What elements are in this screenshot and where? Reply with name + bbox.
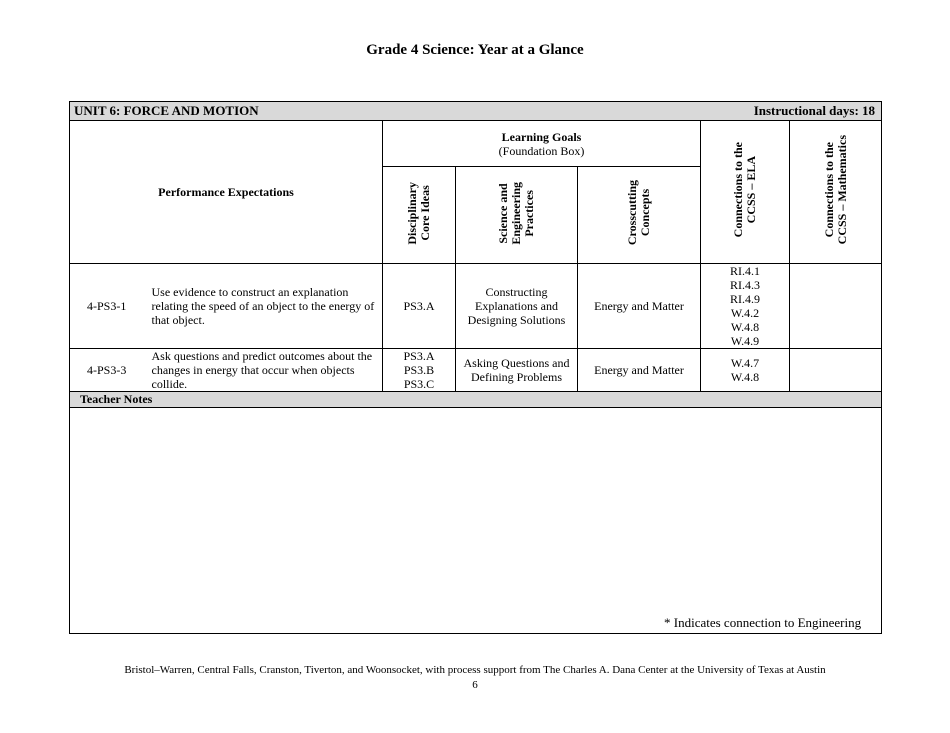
crosscutting-cell: Energy and Matter (578, 349, 701, 392)
unit-header-row (70, 102, 882, 121)
ela-header: Connections to the CCSS – ELA (701, 121, 790, 264)
learning-goals-header (383, 121, 701, 167)
unit-table (69, 101, 882, 634)
unit-title: UNIT 6: FORCE AND MOTION (74, 103, 259, 118)
pe-description: Use evidence to construct an explanation relating the speed of an object to the energy of that object. (145, 264, 383, 349)
learning-goals-subtitle: (Foundation Box) (498, 143, 585, 158)
page-title: Grade 4 Science: Year at a Glance (366, 42, 584, 58)
page-footer (0, 663, 950, 693)
pe-code: 4-PS3-3 (70, 349, 145, 392)
dci-cell: PS3.A PS3.B PS3.C (383, 349, 456, 392)
sep-header: Science and Engineering Practices (456, 167, 578, 264)
pe-code: 4-PS3-1 (70, 264, 145, 349)
math-cell (790, 349, 882, 392)
footer-credit: Bristol–Warren, Central Falls, Cranston, Tiverton, and Woonsocket, with process support from The Charles A. Dana Center at the University of Texas at Austin (124, 664, 826, 676)
ela-cell: W.4.7 W.4.8 (701, 349, 790, 392)
teacher-notes-header: Teacher Notes (70, 392, 882, 408)
crosscutting-header: Crosscutting Concepts (578, 167, 701, 264)
crosscutting-cell: Energy and Matter (578, 264, 701, 349)
ela-cell: RI.4.1 RI.4.3 RI.4.9 W.4.2 W.4.8 W.4.9 (701, 264, 790, 349)
sep-cell: Asking Questions and Defining Problems (456, 349, 578, 392)
learning-goals-title: Learning Goals (501, 129, 582, 144)
pe-description: Ask questions and predict outcomes about the changes in energy that occur when objects collide. (145, 349, 383, 392)
table-row (70, 349, 882, 392)
page-number: 6 (472, 679, 478, 691)
dci-header: Disciplinary Core Ideas (383, 167, 456, 264)
math-cell (790, 264, 882, 349)
dci-cell: PS3.A (383, 264, 456, 349)
performance-expectations-header: Performance Expectations (70, 121, 383, 264)
table-row (70, 264, 882, 349)
sep-cell: Constructing Explanations and Designing Solutions (456, 264, 578, 349)
teacher-notes-area (70, 408, 882, 634)
instructional-days: Instructional days: 18 (753, 103, 876, 118)
math-header: Connections to the CCSS – Mathematics (790, 121, 882, 264)
engineering-note: * Indicates connection to Engineering (664, 615, 862, 630)
